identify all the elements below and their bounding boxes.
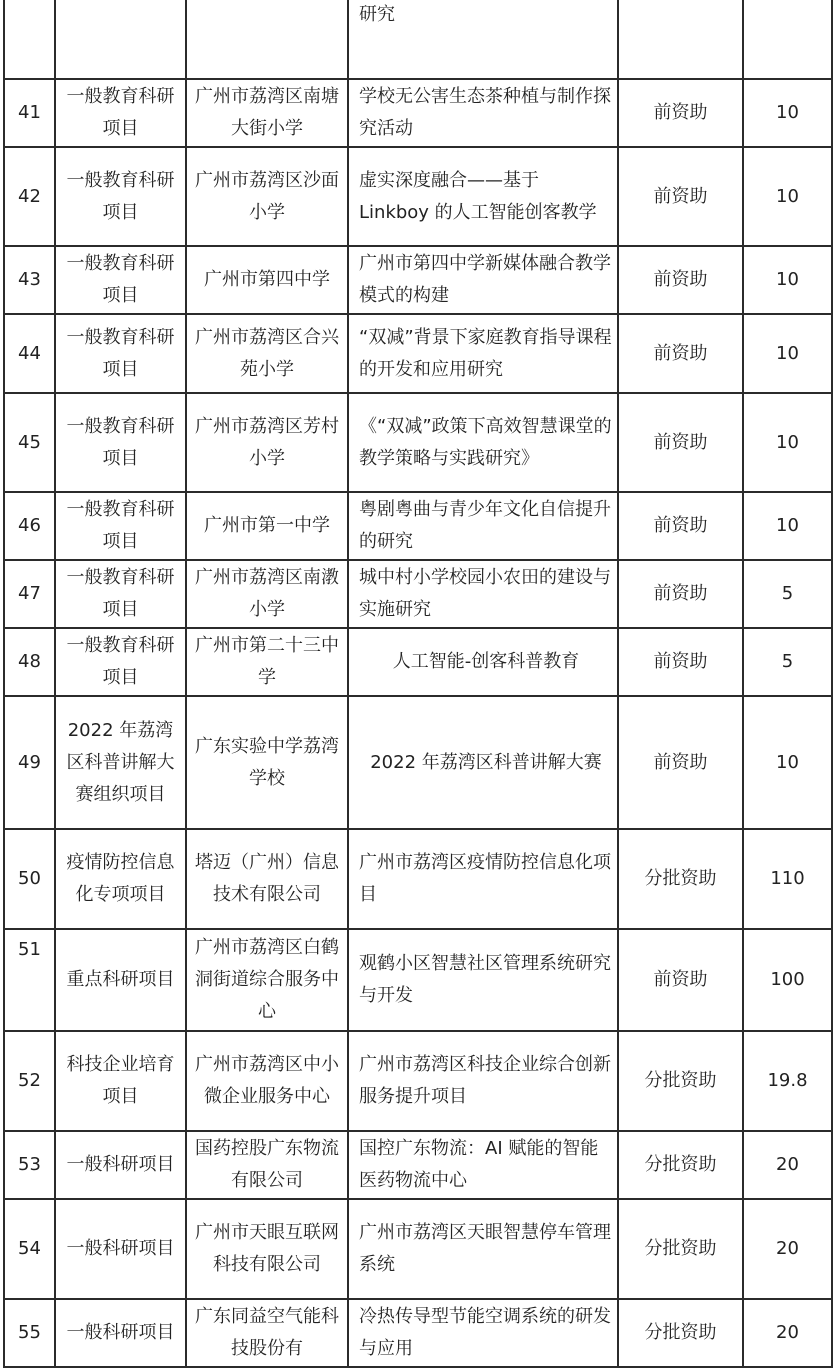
- row-number: 42: [4, 147, 55, 246]
- amount-cell: 19.8: [743, 1031, 832, 1131]
- amount-cell: 10: [743, 314, 832, 393]
- table-body: [4, 0, 832, 1367]
- row-number: 48: [4, 628, 55, 696]
- funding-type-cell: 前资助: [618, 628, 743, 696]
- category-cell: 疫情防控信息化专项项目: [55, 829, 186, 929]
- project-cell: “双减”背景下家庭教育指导课程的开发和应用研究: [348, 314, 618, 393]
- organization-cell: 广州市第二十三中学: [186, 628, 348, 696]
- project-cell: 2022 年荔湾区科普讲解大赛: [348, 696, 618, 829]
- project-cell: 人工智能-创客科普教育: [348, 628, 618, 696]
- row-number: 44: [4, 314, 55, 393]
- organization-cell: 广州市荔湾区白鹤洞街道综合服务中心: [186, 929, 348, 1031]
- project-cell: 观鹤小区智慧社区管理系统研究与开发: [348, 929, 618, 1031]
- project-cell: 虚实深度融合——基于 Linkboy 的人工智能创客教学: [348, 147, 618, 246]
- row-number: 43: [4, 246, 55, 314]
- category-cell: 一般教育科研项目: [55, 492, 186, 560]
- amount-cell: 110: [743, 829, 832, 929]
- organization-cell: 广州市第四中学: [186, 246, 348, 314]
- project-cell: 冷热传导型节能空调系统的研发与应用: [348, 1299, 618, 1367]
- table-row: [4, 1299, 832, 1367]
- category-cell: 一般教育科研项目: [55, 628, 186, 696]
- table-row: [4, 0, 832, 79]
- project-cell: 城中村小学校园小农田的建设与实施研究: [348, 560, 618, 628]
- row-number: 53: [4, 1131, 55, 1199]
- category-cell: 一般教育科研项目: [55, 79, 186, 147]
- table-row: [4, 929, 832, 1031]
- row-number: 50: [4, 829, 55, 929]
- row-number: 46: [4, 492, 55, 560]
- table-row: [4, 1131, 832, 1199]
- category-cell: 科技企业培育项目: [55, 1031, 186, 1131]
- funding-type-cell: 前资助: [618, 696, 743, 829]
- amount-cell: [743, 0, 832, 79]
- organization-cell: 广州市荔湾区南漖小学: [186, 560, 348, 628]
- table-row: [4, 628, 832, 696]
- row-number: 45: [4, 393, 55, 492]
- organization-cell: 广东实验中学荔湾学校: [186, 696, 348, 829]
- amount-cell: 10: [743, 393, 832, 492]
- funding-type-cell: 分批资助: [618, 1031, 743, 1131]
- project-cell: 广州市荔湾区科技企业综合创新服务提升项目: [348, 1031, 618, 1131]
- table-row: [4, 829, 832, 929]
- category-cell: 一般科研项目: [55, 1131, 186, 1199]
- category-cell: 2022 年荔湾区科普讲解大赛组织项目: [55, 696, 186, 829]
- funding-type-cell: 分批资助: [618, 1199, 743, 1299]
- funding-type-cell: 分批资助: [618, 1299, 743, 1367]
- organization-cell: 广州市天眼互联网科技有限公司: [186, 1199, 348, 1299]
- row-number: 49: [4, 696, 55, 829]
- amount-cell: 10: [743, 147, 832, 246]
- amount-cell: 10: [743, 79, 832, 147]
- funding-type-cell: 前资助: [618, 560, 743, 628]
- amount-cell: 100: [743, 929, 832, 1031]
- organization-cell: 广州市荔湾区南塘大街小学: [186, 79, 348, 147]
- table-row: [4, 246, 832, 314]
- category-cell: [55, 0, 186, 79]
- project-cell: 研究: [348, 0, 618, 79]
- table-row: [4, 492, 832, 560]
- funding-type-cell: [618, 0, 743, 79]
- table-row: [4, 560, 832, 628]
- table-row: [4, 393, 832, 492]
- category-cell: 一般教育科研项目: [55, 393, 186, 492]
- category-cell: 一般科研项目: [55, 1199, 186, 1299]
- organization-cell: 国药控股广东物流有限公司: [186, 1131, 348, 1199]
- organization-cell: [186, 0, 348, 79]
- amount-cell: 5: [743, 560, 832, 628]
- organization-cell: 广州市荔湾区沙面小学: [186, 147, 348, 246]
- row-number: 41: [4, 79, 55, 147]
- project-cell: 广州市荔湾区天眼智慧停车管理系统: [348, 1199, 618, 1299]
- amount-cell: 20: [743, 1299, 832, 1367]
- organization-cell: 广州市荔湾区芳村小学: [186, 393, 348, 492]
- funding-type-cell: 前资助: [618, 246, 743, 314]
- amount-cell: 10: [743, 246, 832, 314]
- funding-type-cell: 前资助: [618, 929, 743, 1031]
- row-number: 51: [4, 929, 55, 1031]
- organization-cell: 广州市荔湾区中小微企业服务中心: [186, 1031, 348, 1131]
- funding-type-cell: 分批资助: [618, 829, 743, 929]
- row-number: [4, 0, 55, 79]
- funding-type-cell: 前资助: [618, 147, 743, 246]
- project-cell: 广州市第四中学新媒体融合教学模式的构建: [348, 246, 618, 314]
- category-cell: 一般科研项目: [55, 1299, 186, 1367]
- amount-cell: 10: [743, 492, 832, 560]
- project-cell: 学校无公害生态茶种植与制作探究活动: [348, 79, 618, 147]
- funding-type-cell: 前资助: [618, 492, 743, 560]
- organization-cell: 广东同益空气能科技股份有: [186, 1299, 348, 1367]
- project-cell: 粤剧粤曲与青少年文化自信提升的研究: [348, 492, 618, 560]
- row-number: 52: [4, 1031, 55, 1131]
- amount-cell: 20: [743, 1199, 832, 1299]
- table-row: [4, 147, 832, 246]
- table-row: [4, 314, 832, 393]
- row-number: 55: [4, 1299, 55, 1367]
- amount-cell: 20: [743, 1131, 832, 1199]
- project-cell: 广州市荔湾区疫情防控信息化项目: [348, 829, 618, 929]
- project-cell: 《“双减”政策下高效智慧课堂的教学策略与实践研究》: [348, 393, 618, 492]
- organization-cell: 广州市第一中学: [186, 492, 348, 560]
- funding-type-cell: 前资助: [618, 393, 743, 492]
- funding-table: [3, 0, 833, 1368]
- row-number: 47: [4, 560, 55, 628]
- category-cell: 一般教育科研项目: [55, 560, 186, 628]
- category-cell: 重点科研项目: [55, 929, 186, 1031]
- table-row: [4, 79, 832, 147]
- funding-type-cell: 前资助: [618, 79, 743, 147]
- organization-cell: 广州市荔湾区合兴苑小学: [186, 314, 348, 393]
- category-cell: 一般教育科研项目: [55, 246, 186, 314]
- table-row: [4, 1199, 832, 1299]
- project-cell: 国控广东物流：AI 赋能的智能医药物流中心: [348, 1131, 618, 1199]
- funding-type-cell: 前资助: [618, 314, 743, 393]
- table-row: [4, 1031, 832, 1131]
- amount-cell: 5: [743, 628, 832, 696]
- amount-cell: 10: [743, 696, 832, 829]
- category-cell: 一般教育科研项目: [55, 314, 186, 393]
- organization-cell: 塔迈（广州）信息技术有限公司: [186, 829, 348, 929]
- funding-type-cell: 分批资助: [618, 1131, 743, 1199]
- table-row: [4, 696, 832, 829]
- category-cell: 一般教育科研项目: [55, 147, 186, 246]
- row-number: 54: [4, 1199, 55, 1299]
